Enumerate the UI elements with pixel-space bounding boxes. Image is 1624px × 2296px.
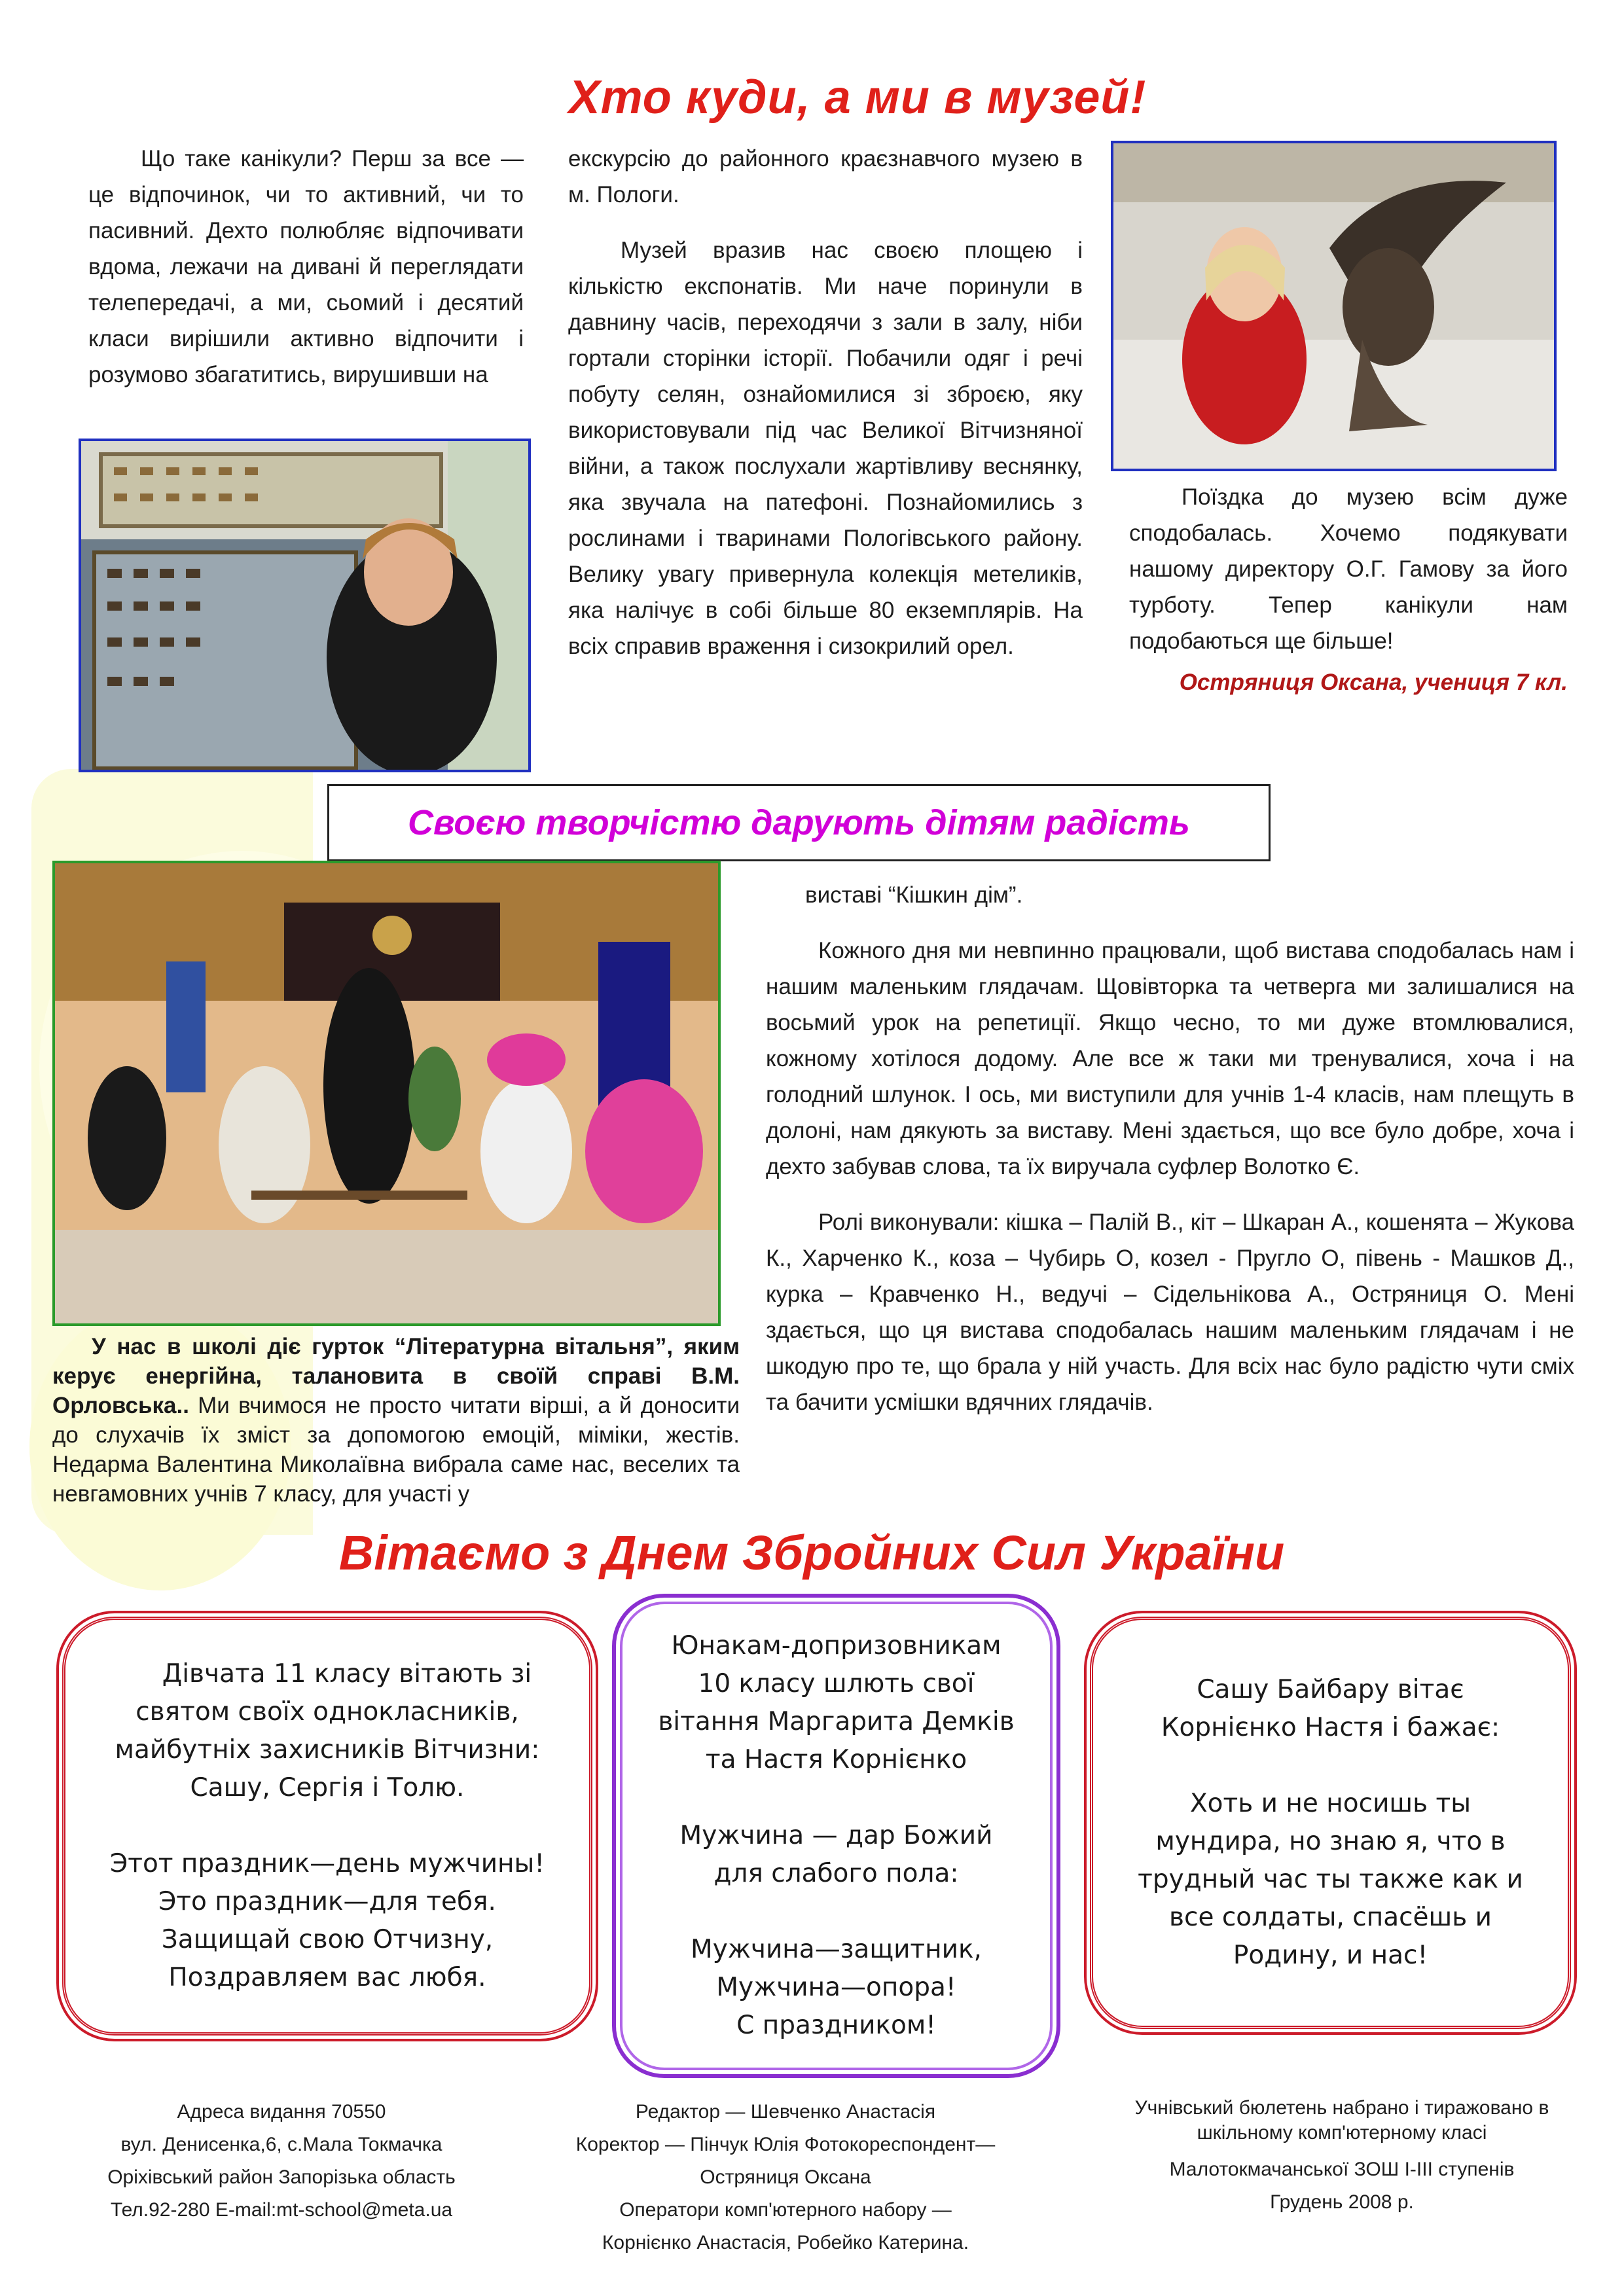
greeting-line: святом своїх однокласників, [135,1697,519,1727]
footer-line: Редактор — Шевченко Анастасія [635,2101,936,2123]
greeting-line: 10 класу шлють свої [698,1669,975,1698]
greeting-box-1 [62,1617,592,2036]
greeting-line: С праздником! [736,2011,936,2040]
footer-address [52,2096,511,2227]
greeting-line: Поздравляем вас любя. [168,1963,486,1992]
article-museum-column-3 [1129,479,1568,659]
footer-line: Тел.92-280 E-mail:mt-school@meta.ua [110,2199,453,2221]
paragraph: виставі “Кішкин дім”. [805,882,1023,908]
footer-publication-info [1087,2096,1597,2219]
caption-normal: Ми вчимося не просто читати вірші, а й доносити до слухачів їх зміст за допомогою емоцій, міміки, жестів. Недарма Валентина Миколаївна вибрала саме нас, веселих та невгамовних учнів 7 класу, для участі у [52,1393,740,1507]
article-theatre-column [766,877,1574,1420]
photo-butterfly-collection [79,439,531,772]
greeting-line: Юнакам-допризовникам [671,1631,1001,1660]
photo-image [55,863,718,1323]
greeting-line: майбутніх захисників Вітчизни: [115,1735,540,1765]
greeting-box-2 [612,1594,1060,2078]
paragraph: екскурсію до районного краєзнавчого музею в м. Пологи. [568,146,1083,207]
footer-line: вул. Денисенка,6, с.Мала Токмачка [120,2134,442,2155]
footer-line: Адреса видання 70550 [177,2101,386,2123]
footer-line: Малотокмачанської ЗОШ І-ІІІ ступенів [1169,2159,1515,2180]
paragraph: Кожного дня ми невпинно працювали, щоб вистава сподобалась нам і нашим маленьким глядачам. Щовівторка та четверга ми залишалися на восьмий урок на репетиції. Якщо чесно, то ми дуже втомлювалися, кожному хотілося додому. Але все ж таки ми тренувалися, хоча і на голодний шлунок. І ось, ми виступили для учнів 1-4 класів, нам плещуть в долоні, нам дякують за виставу. Мені здається, що все було добре, хоча і дехто забував слова, та їх виручала суфлер Волотко Є. [766,938,1574,1179]
author-signature: Остряниця Оксана, учениця 7 кл. [1179,670,1568,695]
greeting-line: трудный час ты также как и [1138,1865,1523,1894]
greeting-line: Сашу Байбару вітає [1197,1675,1464,1704]
photo-eagle-exhibit [1111,141,1557,471]
greeting-line: все солдаты, спасёшь и [1169,1903,1492,1932]
greeting-line: вітання Маргарита Демків [658,1707,1015,1736]
greeting-line: Родину, и нас! [1233,1941,1428,1970]
greeting-line: для слабого пола: [713,1859,959,1888]
greeting-line: Защищай свою Отчизну, [161,1925,494,1954]
greeting-line: Сашу, Сергія і Толю. [190,1773,465,1803]
paragraph: Поїздка до музею всім дуже сподобалась. Хочемо подякувати нашому директору О.Г. Гамову за його турботу. Тепер канікули нам подобаються ще більше! [1129,484,1568,654]
greeting-line: Дівчата 11 класу вітають зі [162,1659,532,1689]
article-title-theatre: Своєю творчістю дарують дітям радість [327,784,1271,861]
photo-school-play [52,861,721,1326]
greeting-line: Хоть и не носишь ты [1189,1789,1471,1818]
footer-line: Корнієнко Анастасія, Робейко Катерина. [602,2232,969,2253]
article-museum-column-2 [568,141,1083,664]
article-museum-column-1 [88,141,524,393]
footer-line: Оріхівський район Запорізька область [107,2166,456,2188]
greeting-line: Корнієнко Настя і бажає: [1161,1713,1500,1742]
greeting-line: Мужчина — дар Божий [679,1821,993,1850]
greeting-line: та Настя Корнієнко [705,1745,967,1774]
photo-caption-paragraph [52,1332,740,1509]
photo-image [1113,143,1554,469]
footer-staff [524,2096,1047,2259]
footer-line: шкільному комп'ютерному класі [1197,2122,1487,2144]
greeting-line: Мужчина—защитник, [691,1935,982,1964]
paragraph: Що таке канікули? Перш за все — це відпочинок, чи то активний, чи то пасивний. Дехто полюбляє відпочивати вдома, лежачи на дивані й переглядати телепередачі, а ми, сьомий і десятий класи вирішили активно відпочити і розумово збагатитись, вирушивши на [88,146,524,387]
paragraph: Ролі виконували: кішка – Палій В., кіт – Шкаран А., кошенята – Жукова К., Харченко К., коза – Чубирь О, козел - Пругло О, півень - Машков Д., курка – Кравченко Н., ведучі – Сідельнікова А., Остряниця О. Мені здається, що ця вистава сподобалась нашим маленьким глядачам і не шкодую про те, що брала у ній участь. Для всіх нас було радістю чути сміх та бачити усмішки вдячних глядачів. [766,1210,1574,1415]
paragraph: Музей вразив нас своєю площею і кількістю експонатів. Ми наче поринули в давнину часів, переходячи з зали в залу, ніби гортали сторінки історії. Побачили одяг і речі побуту селян, ознайомилися зі зброєю, яку використовували під час Великої Вітчизняної війни, а також послухали жартівливу веснянку, яка звучала на патефоні. Познайомились з рослинами і тваринами Пологівського району. Велику увагу привернула колекція метеликів, яка налічує в собі більше 80 екземплярів. На всіх справив враження і сизокрилий орел. [568,238,1083,659]
footer-line: Коректор — Пінчук Юлія Фотокореспондент— [575,2134,996,2155]
greeting-line: Мужчина—опора! [716,1973,956,2002]
photo-image [81,441,528,770]
greeting-line: Этот праздник—день мужчины! [110,1849,545,1878]
footer-line: Грудень 2008 р. [1270,2191,1414,2213]
caption-bold: У нас в школі діє гурток “Літературна вітальня”, яким керує енергійна, талановита в своїй справі В.М. Орловська.. [52,1334,740,1418]
footer-line: Учнівський бюлетень набрано і тиражовано в [1134,2097,1549,2119]
footer-line: Оператори комп'ютерного набору — [619,2199,952,2221]
greeting-line: мундира, но знаю я, что в [1155,1827,1506,1856]
article-title-army-day: Вітаємо з Днем Збройних Сил України [338,1526,1285,1580]
greeting-line: Это праздник—для тебя. [158,1887,496,1916]
footer-line: Остряниця Оксана [700,2166,871,2188]
article-title-museum: Хто куди, а ми в музей! [568,71,1147,124]
greeting-box-3 [1090,1617,1571,2029]
